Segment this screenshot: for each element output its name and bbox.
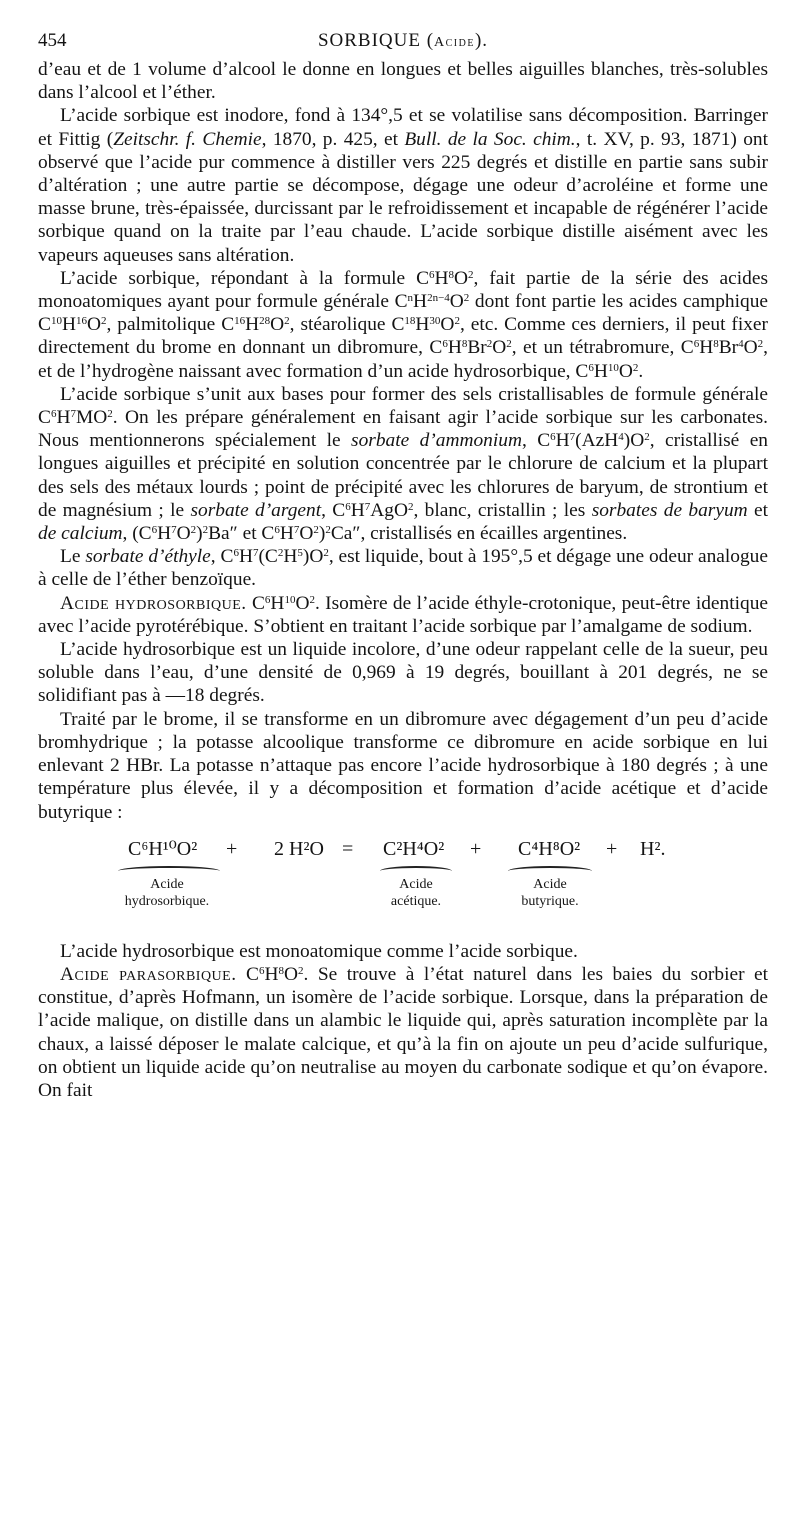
paragraph-1: d’eau et de 1 volume d’alcool le donne en longues et belles aiguilles blanches, très-solubles dans l’alcool et l’éther. [38, 59, 768, 104]
paragraph-5: Le sorbate d’éthyle, $C^6H^7(C^2H^5)O^2$, est liquide, bout à 195°,5 et dégage une odeur analogue à celle de l’éther benzoïque. [38, 546, 768, 591]
formula: $^6H^{10}O^2$ [264, 592, 315, 614]
paragraph-6: Acide hydrosorbique. $C^6H^{10}O^2$. Isomère de l’acide éthyle-crotonique, peut-être identique avec l’acide pyrotérébique. S’obtient en traitant l’acide sorbique par l’amalgame de sodium. [38, 592, 768, 637]
section-heading: Acide parasorbique. [60, 963, 237, 985]
eq-term-4: C⁴H⁸O² [518, 837, 581, 860]
formula: $^6H^7AgO^2$ [345, 499, 414, 521]
formula: $^6H^7MO^2$ [50, 407, 113, 429]
eq-plus: + [606, 837, 618, 860]
paragraph-3: L’acide sorbique, répondant à la formule $C^6H^8O^2$, fait partie de la série des acides monoatomiques ayant pour formule générale $C^nH^{2n-4}O^2$ dont font partie les acides camphique $C^{10}H^{16}O^2$, palmitolique $C^{16}H^{28}O^2$, stéarolique $C^{18}H^{30}O^2$, etc. Comme ces derniers, il peut fixer directement du brome en donnant un dibromure, $C^6H^8Br^2O^2$, et un tétrabromure, $C^6H^8Br^4O^2$, et de l’hydrogène naissant avec formation d’un acide hydrosorbique, $C^6H^{10}O^2$. [38, 267, 768, 382]
underbrace [118, 866, 220, 876]
citation-zeitschr: Zeitschr. f. Chemie [113, 128, 262, 150]
formula: $^6H^7O^2)^2$ [151, 523, 209, 545]
formula: $^{10}H^{16}O^2$ [50, 314, 107, 336]
underbrace [380, 866, 452, 876]
formula: $^6H^7O^2)^2$ [274, 523, 331, 545]
underbrace [508, 866, 592, 876]
formula: $^nH^{2n-4}O^2$ [407, 291, 470, 313]
eq-term-1: C⁶H¹⁰O² [128, 837, 198, 860]
page-header [38, 30, 768, 56]
paragraph-9: L’acide hydrosorbique est monoatomique comme l’acide sorbique. [60, 940, 578, 962]
eq-label-hydrosorbique: Acide hydrosorbique. [124, 876, 210, 909]
formula: $^{18}H^{30}O^2$ [404, 314, 460, 336]
formula: $^6H^8Br^2O^2$ [442, 337, 512, 359]
paragraph-10: Acide parasorbique. $C^6H^8O^2$. Se trouve à l’état naturel dans les baies du sorbier et constitue, d’après Hofmann, un isomère de l’acide sorbique. Lorsque, dans la préparation de l’acide malique, on distille dans un alambic le liquide qui, après saturation incomplète par la chaux, a laissé déposer le malate calcique, et qu’à la fin on ajoute un peu d’acide sulfurique, on obtient un liquide acide qu’on neutralise au moyen du carbonate sodique et qu’on évapore. On fait [38, 963, 768, 1101]
eq-equals: = [342, 837, 354, 860]
eq-label-butyrique: Acide butyrique. [521, 876, 579, 909]
page-number: 454 [38, 30, 67, 51]
formula: $^6H^8O^2$ [429, 267, 474, 289]
eq-term-5: H². [640, 837, 666, 860]
chemical-equation [38, 832, 768, 934]
formula: $^6H^7(C^2H^5)O^2$ [233, 546, 329, 568]
section-heading: Acide hydrosorbique. [60, 592, 247, 614]
paragraph-8: Traité par le brome, il se transforme en un dibromure avec dégagement d’un peu d’acide bromhydrique ; la potasse alcoolique transforme ce dibromure en acide sorbique en lui enlevant 2 HBr. La potasse n’attaque pas encore l’acide hydrosorbique à 180 degrés ; à une température plus élevée, il y a décomposition et formation d’acide acétique et d’acide butyrique : [38, 708, 768, 823]
formula: $^6H^8Br^4O^2$ [693, 337, 764, 359]
formula: $^6H^8O^2$ [258, 963, 304, 985]
paragraph-7: L’acide hydrosorbique est un liquide incolore, d’une odeur rappelant celle de la sueur, peu soluble dans l’eau, d’une densité de 0,969 à 19 degrés, bouillant à 201 degrés, ne se solidifiant pas à —18 degrés. [38, 639, 768, 707]
formula: $^{16}H^{28}O^2$ [234, 314, 290, 336]
eq-term-3: C²H⁴O² [383, 837, 445, 860]
eq-term-2: 2 H²O [274, 837, 324, 860]
page-body [38, 58, 768, 1102]
eq-label-acetique: Acide acétique. [390, 876, 442, 909]
eq-plus: + [470, 837, 482, 860]
citation-bull: Bull. de la Soc. chim. [404, 128, 576, 150]
running-title: SORBIQUE (Acide). [317, 30, 489, 51]
eq-plus: + [226, 837, 238, 860]
formula: $^6H^7(AzH^4)O^2$ [550, 430, 650, 452]
paragraph-2: L’acide sorbique est inodore, fond à 134°,5 et se volatilise sans décomposition. Barringer et Fittig (Zeitschr. f. Chemie, 1870, p. 425, et Bull. de la Soc. chim., t. XV, p. 93, 1871) ont observé que l’acide pur commence à distiller vers 225 degrés et distille en partie sans subir d’altération ; une autre partie se décompose, dégage une odeur d’acroléine et forme une masse brune, très-épaissée, durcissant par le refroidissement et incapable de régénérer l’acide sorbique quand on la traite par l’eau chaude. L’acide sorbique distille aisément avec les vapeurs aqueuses sans altération. [38, 105, 769, 266]
paragraph-4: L’acide sorbique s’unit aux bases pour former des sels cristallisables de formule générale $C^6H^7MO^2$. On les prépare généralement en faisant agir l’acide sorbique sur les carbonates. Nous mentionnerons spécialement le sorbate d’ammonium, $C^6H^7(AzH^4)O^2$, cristallisé en longues aiguilles et précipité en solution concentrée par le chlorure de calcium et la plupart des sels des métaux lourds ; point de précipité avec les chlorures de baryum, de strontium et de magnésium ; le sorbate d’argent, $C^6H^7AgO^2$, blanc, cristallin ; les sorbates de baryum et de calcium, $(C^6H^7O^2)^2Ba''$ et $C^6H^7O^2)^2Ca''$, cristallisés en écailles argentines. [38, 383, 769, 545]
formula: $^6H^{10}O^2$ [588, 360, 639, 382]
